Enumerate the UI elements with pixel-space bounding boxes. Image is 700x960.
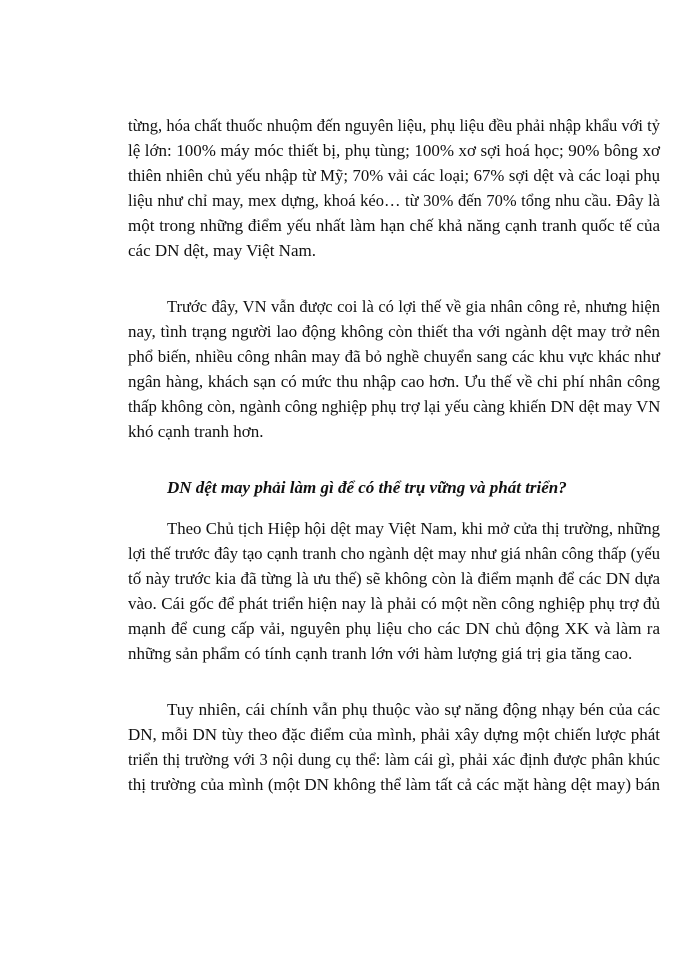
text-line: nay, tình trạng người lao động không còn thiết tha với ngành dệt may trở nên: [128, 322, 660, 341]
text-line: thấp không còn, ngành công nghiệp phụ trợ lại yếu càng khiến DN dệt may VN: [128, 397, 661, 416]
text-line: ngân hàng, khách sạn có mức thu nhập cao hơn. Ưu thế về chi phí nhân công: [128, 372, 660, 391]
text-line: vào. Cái gốc để phát triển hiện nay là phải có một nền công nghiệp phụ trợ đủ: [128, 594, 660, 613]
paragraph-strategy: [128, 697, 660, 797]
text-line: khó cạnh tranh hơn.: [128, 422, 264, 441]
text-line: DN, mỗi DN tùy theo đặc điểm của mình, phải xây dựng một chiến lược phát: [128, 725, 660, 744]
text-line: triển thị trường với 3 nội dung cụ thể: làm cái gì, phải xác định được phân khúc: [128, 750, 660, 769]
text-line: một trong những điểm yếu nhất làm hạn chế khả năng cạnh tranh quốc tế của: [128, 216, 660, 235]
text-line: lợi thế trước đây tạo cạnh tranh cho ngành dệt may như giá nhân công thấp (yếu: [128, 544, 660, 563]
text-line: Tuy nhiên, cái chính vẫn phụ thuộc vào sự năng động nhạy bén của các: [167, 700, 660, 719]
text-line: phổ biến, nhiều công nhân may đã bỏ nghề chuyển sang các khu vực khác như: [128, 347, 660, 366]
paragraph-imports: [128, 113, 660, 263]
text-line: từng, hóa chất thuốc nhuộm đến nguyên liệu, phụ liệu đều phải nhập khẩu với tỷ: [128, 116, 660, 135]
text-line: thiên nhiên chủ yếu nhập từ Mỹ; 70% vải các loại; 67% sợi dệt và các loại phụ: [128, 166, 660, 185]
section-heading: DN dệt may phải làm gì để có thể trụ vững và phát triển?: [167, 478, 567, 497]
text-line: mạnh để cung cấp vải, nguyên phụ liệu cho các DN chủ động XK và làm ra: [128, 619, 660, 638]
text-line: tố này trước kia đã từng là ưu thế) sẽ không còn là điểm mạnh để các DN dựa: [128, 569, 660, 588]
text-line: Theo Chủ tịch Hiệp hội dệt may Việt Nam, khi mở cửa thị trường, những: [167, 519, 660, 538]
text-line: liệu như chỉ may, mex dựng, khoá kéo… từ 30% đến 70% tổng nhu cầu. Đây là: [128, 191, 660, 210]
text-line: những sản phẩm có tính cạnh tranh lớn với hàm lượng giá trị gia tăng cao.: [128, 644, 633, 663]
paragraph-association: [128, 516, 660, 666]
text-line: các DN dệt, may Việt Nam.: [128, 241, 316, 260]
text-line: lệ lớn: 100% máy móc thiết bị, phụ tùng; 100% xơ sợi hoá học; 90% bông xơ: [128, 141, 660, 160]
paragraph-labor: [128, 294, 660, 444]
text-line: Trước đây, VN vẫn được coi là có lợi thế về gia nhân công rẻ, nhưng hiện: [167, 297, 660, 316]
text-line: thị trường của mình (một DN không thể làm tất cả các mặt hàng dệt may) bán: [128, 775, 660, 794]
